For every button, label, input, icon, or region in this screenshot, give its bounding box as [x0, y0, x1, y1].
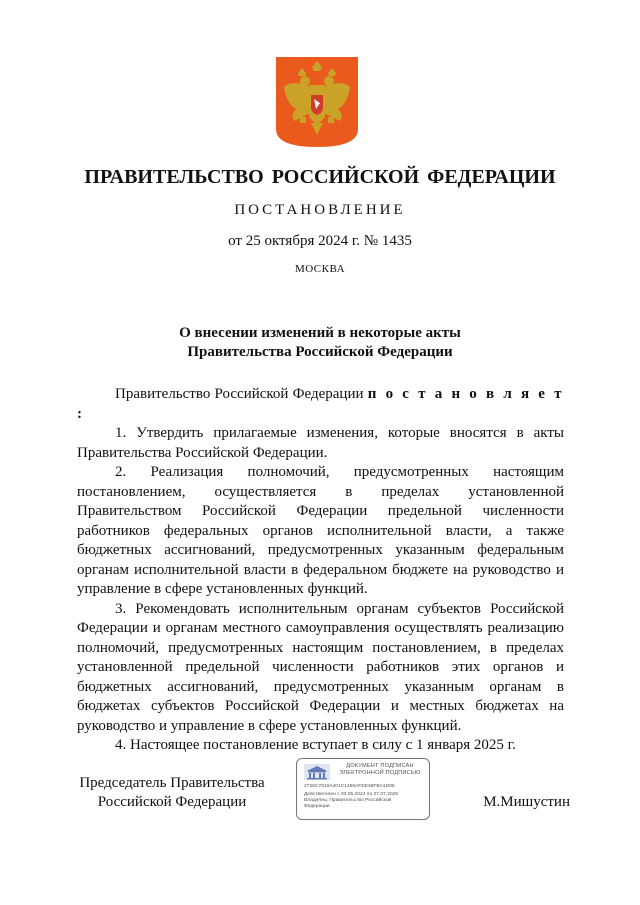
document-date-number: от 25 октября 2024 г. № 1435 [228, 233, 412, 249]
government-building-icon [304, 764, 330, 780]
position-line-2: Российской Федерации [97, 794, 247, 810]
stamp-owner-line-1: Владелец: Правительство Российской [304, 798, 392, 803]
stamp-header [333, 763, 427, 777]
stamp-owner-line-2: Федерации [304, 804, 330, 809]
stamp-header-line-1: ДОКУМЕНТ ПОДПИСАН [346, 763, 414, 769]
intro-prefix: Правительство Российской Федерации [115, 386, 368, 402]
body-item-3: 3. Рекомендовать исполнительным органам субъектов Российской Федерации и органам местного самоуправления осуществлять реализацию полномочий, предусмотренных настоящим постановлением, в пределах установленной предельной численности работников этих органов и бюджетных ассигнований, предусмотренных указанным органам в бюджетах субъектов Российской Федерации и местных бюджетах на руководство и управление в сфере установленных функций. [77, 600, 564, 734]
body-item-1: 1. Утвердить прилагаемые изменения, которые вносятся в акты Правительства Российской Федерации. [77, 425, 564, 461]
intro-paragraph [77, 385, 564, 424]
russian-coat-of-arms-icon [276, 57, 358, 147]
body-item-2: 2. Реализация полномочий, предусмотренных настоящим постановлением, осуществляется в пределах установленной Правительством Российской Федерации предельной численности работников федеральных органов исполнительной власти, а также бюджетных ассигнований, предусмотренных указанным федеральным органам исполнительной власти в федеральном бюджете на руководство и управление в сфере установленных функций. [77, 464, 564, 597]
electronic-signature-stamp [296, 758, 430, 820]
coat-of-arms-emblem [276, 57, 358, 147]
body-item-4: 4. Настоящее постановление вступает в силу с 1 января 2025 г. [115, 737, 516, 753]
document-body [77, 385, 564, 756]
subject-line-1: О внесении изменений в некоторые акты [179, 325, 461, 341]
stamp-header-line-2: ЭЛЕКТРОННОЙ ПОДПИСЬЮ [339, 770, 421, 776]
signatory-name: М.Мишустин [483, 794, 570, 810]
subject-line-2: Правительства Российской Федерации [187, 344, 453, 360]
document-city: МОСКВА [294, 263, 346, 275]
intro-resolves: п о с т а н о в л я е т : [77, 386, 564, 422]
document-subject [0, 324, 640, 362]
document-type: ПОСТАНОВЛЕНИЕ [234, 202, 406, 218]
government-title: ПРАВИТЕЛЬСТВО РОССИЙСКОЙ ФЕДЕРАЦИИ [84, 166, 556, 188]
stamp-validity: Действителен с 03.05.2024 по 27.07.2025 [304, 792, 398, 797]
stamp-certificate: 2726C7810A401C1458AFEE38FBA1D08 [304, 784, 395, 789]
position-line-1: Председатель Правительства [79, 775, 265, 791]
signatory-position [72, 774, 272, 812]
